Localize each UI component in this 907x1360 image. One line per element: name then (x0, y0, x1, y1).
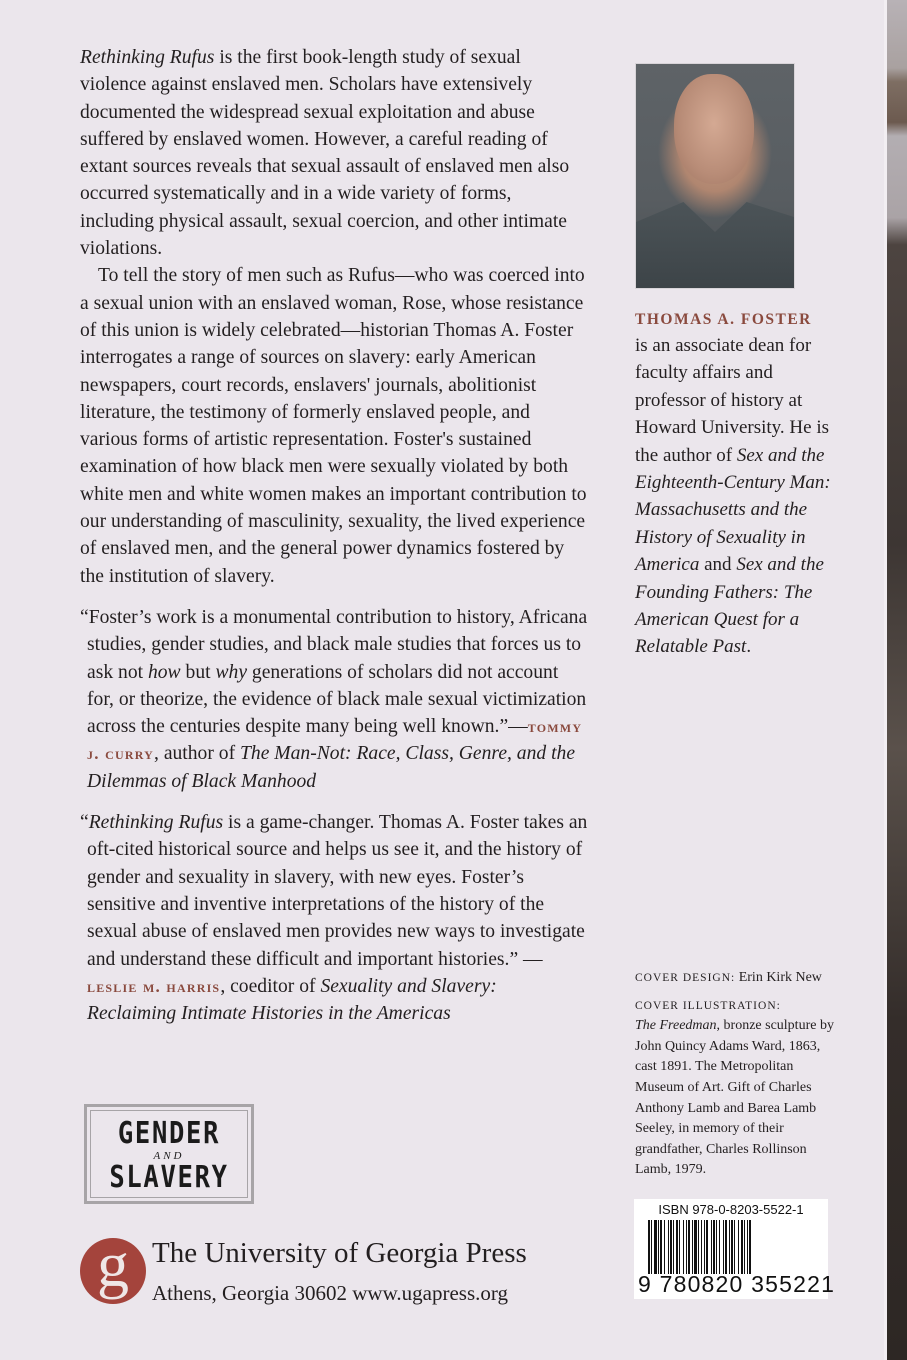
blurb-harris: “Rethinking Rufus is a game-changer. Thomas A. Foster takes an oft-cited historical source and helps us see it, and the history of gender and sexuality in slavery, with new eyes. Foster’s sensitive and inventive interpretations of the history of the sexual abuse of enslaved men provides new ways to investigate and understand these difficult and important histories.” —leslie m. harris, coeditor of Sexuality and Slavery: Reclaiming Intimate Histories in the Americas (80, 812, 588, 1025)
blurb-author-book: Sexuality and Slavery: Reclaiming Intimate Histories in the Americas (87, 975, 497, 1025)
publisher-name: The University of Georgia Press (152, 1237, 527, 1269)
barcode-bars (648, 1220, 813, 1274)
author-photo (635, 63, 795, 289)
author-name: THOMAS A. FOSTER (635, 311, 812, 328)
blurb-author-book: The Man-Not: Race, Class, Genre, and the Dilemmas of Black Manhood (87, 743, 576, 792)
blurb-author-name: leslie m. harris (87, 976, 221, 996)
description-column (80, 44, 590, 1027)
cover-design-credit: COVER DESIGN: Erin Kirk New (635, 970, 822, 985)
author-photo-face (674, 74, 754, 184)
cover-illustration-credit: COVER ILLUSTRATION: The Freedman, bronze sculpture by John Quincy Adams Ward, 1863, cast 1891. The Metropolitan Museum of Art. Gift of Charles Anthony Lamb and Barea Lamb Seeley, in memory of their grandfather, Charles Rollinson Lamb, 1979. (635, 999, 834, 1178)
isbn-label: ISBN 978-0-8203-5522-1 (658, 1202, 804, 1217)
press-logo-icon: g (80, 1238, 146, 1304)
isbn-barcode (634, 1199, 836, 1299)
author-book-1: Sex and the Eighteenth-Century Man: Massachusetts and the History of Sexuality in America (635, 444, 831, 576)
cover-sculpture-strip (887, 0, 907, 1360)
cover-credits (635, 968, 835, 1188)
blurb-author-name: tommy j. curry (87, 717, 583, 764)
book-title: Rethinking Rufus (80, 47, 215, 68)
publisher-address: Athens, Georgia 30602 www.ugapress.org (152, 1281, 508, 1305)
description-paragraph-1: Rethinking Rufus is the first book-length study of sexual violence against enslaved men. Scholars have extensively documented the widespread sexual exploitation and abuse suffered by enslaved women. However, a careful reading of extant sources reveals that sexual assault of enslaved men also occurred systematically and in a wide variety of forms, including physical assault, sexual coercion, and other intimate violations. (80, 47, 570, 260)
description-paragraph-2: To tell the story of men such as Rufus—who was coerced into a sexual union with an enslaved woman, Rose, whose resistance of this union is widely celebrated—historian Thomas A. Foster interrogates a range of sources on slavery: early American newspapers, court records, enslavers' journals, abolitionist literature, the testimony of formerly enslaved people, and various forms of artistic representation. Foster's sustained examination of how black men were sexually violated by both white men and white women makes an important contribution to our understanding of masculinity, sexuality, the lived experience of enslaved men, and the general power dynamics fostered by the institution of slavery. (80, 265, 587, 587)
isbn-digits: 9 780820 355221 (638, 1271, 836, 1297)
blurb-curry: “Foster’s work is a monumental contribution to history, Africana studies, gender studies, and black male studies that forces us to ask not how but why generations of scholars did not account for, or theorize, the evidence of black male sexual victimization across the centuries despite many being well known.”—tommy j. curry, author of The Man-Not: Race, Class, Genre, and the Dilemmas of Black Manhood (80, 606, 588, 792)
author-photo-shirt (636, 192, 794, 289)
author-bio: THOMAS A. FOSTER is an associate dean for faculty affairs and professor of history at Howard University. He is the author of Sex and the Eighteenth-Century Man: Massachusetts and the History of Sexuality in America and Sex and the Founding Fathers: The American Quest for a Relatable Past. (635, 308, 845, 661)
author-book-2: Sex and the Founding Fathers: The American Quest for a Relatable Past (635, 554, 824, 658)
series-logo: GENDER AND SLAVERY (84, 1104, 254, 1204)
